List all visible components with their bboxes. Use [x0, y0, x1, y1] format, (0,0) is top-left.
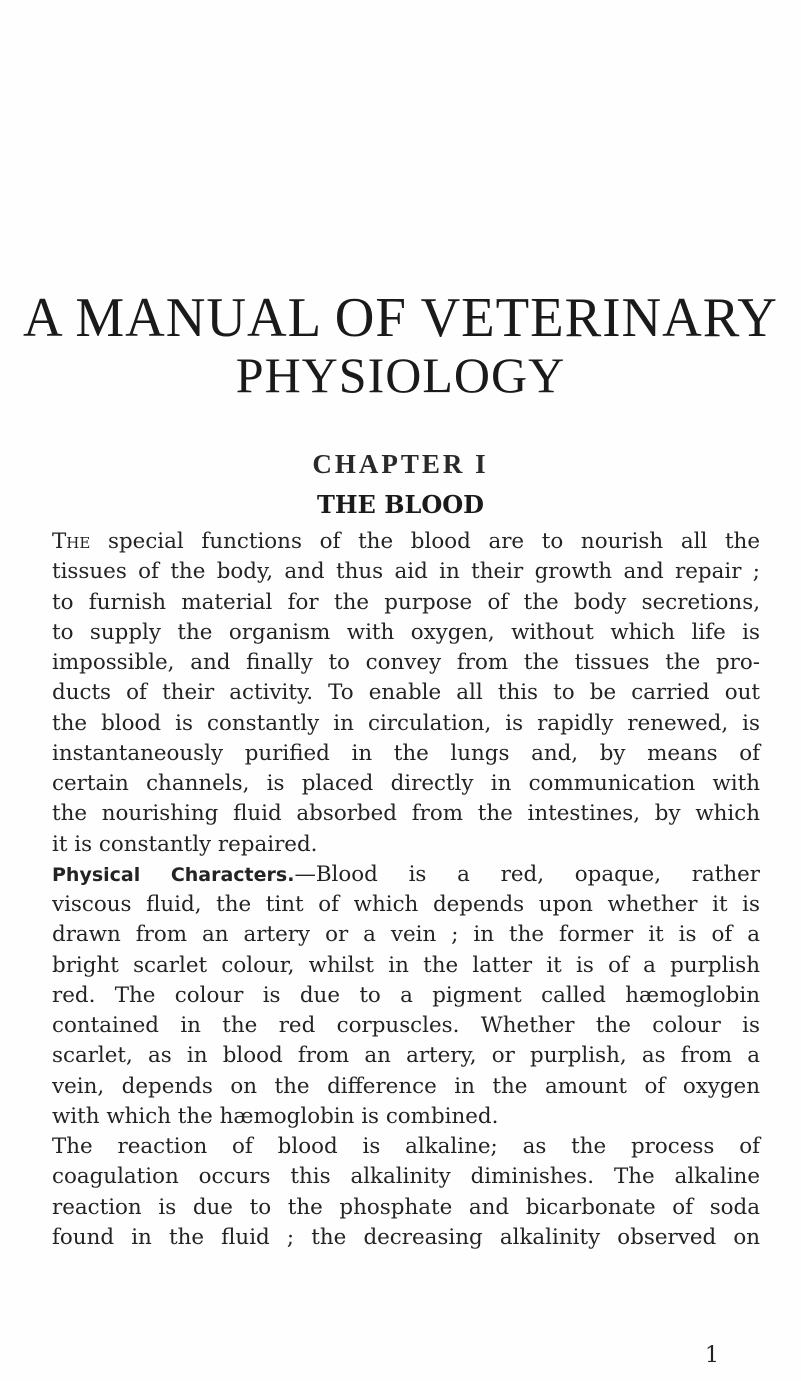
text-line: vein, depends on the difference in the amount of oxygen: [52, 1073, 760, 1099]
text-line: the nourishing fluid absorbed from the intestines, by which: [52, 801, 760, 827]
book-title-line-2: PHYSIOLOGY: [235, 347, 566, 403]
text-line: bright scarlet colour, whilst in the latter it is of a purplish: [52, 952, 760, 978]
chapter-title: THE BLOOD: [317, 490, 484, 519]
text-line: to furnish material for the purpose of the body secretions,: [52, 589, 760, 615]
text-line: certain channels, is placed directly in communication with: [52, 771, 760, 796]
text-line: drawn from an artery or a vein ; in the former it is of a: [52, 922, 760, 948]
section-heading: Physical Characters.: [52, 863, 295, 886]
book-title-line-1: A MANUAL OF VETERINARY: [23, 287, 778, 349]
text-line: contained in the red corpuscles. Whether the colour is: [52, 1013, 760, 1038]
drop-lead-word: The: [52, 529, 91, 554]
text-line: The special functions of the blood are to nourish all the: [52, 529, 760, 554]
chapter-heading: CHAPTER I: [312, 449, 489, 479]
text-line: ducts of their activity. To enable all this to be carried out: [52, 680, 760, 706]
text-line: impossible, and finally to convey from the tissues the pro-: [52, 650, 760, 675]
text-line: coagulation occurs this alkalinity diminishes. The alkaline: [52, 1164, 760, 1190]
text-line: The reaction of blood is alkaline; as the process of: [52, 1134, 760, 1159]
text-line: viscous fluid, the tint of which depends upon whether it is: [52, 892, 760, 917]
text-line: it is constantly repaired.: [52, 831, 318, 857]
body-text: [52, 527, 760, 1253]
text-line: scarlet, as in blood from an artery, or purplish, as from a: [52, 1043, 760, 1069]
text-line: found in the fluid ; the decreasing alkalinity observed on: [52, 1224, 760, 1250]
text-line: reaction is due to the phosphate and bicarbonate of soda: [52, 1194, 760, 1220]
text-line: with which the hæmoglobin is combined.: [52, 1103, 499, 1129]
text-line: the blood is constantly in circulation, is rapidly renewed, is: [52, 710, 760, 736]
text-line: red. The colour is due to a pigment called hæmoglobin: [52, 982, 760, 1008]
text-line: to supply the organism with oxygen, without which life is: [52, 619, 760, 645]
text-line: tissues of the body, and thus aid in their growth and repair ;: [52, 559, 760, 585]
text-line: instantaneously purified in the lungs and, by means of: [52, 740, 760, 766]
page-number: 1: [705, 1343, 719, 1368]
text-line: Physical Characters.—Blood is a red, opaque, rather: [52, 861, 760, 887]
